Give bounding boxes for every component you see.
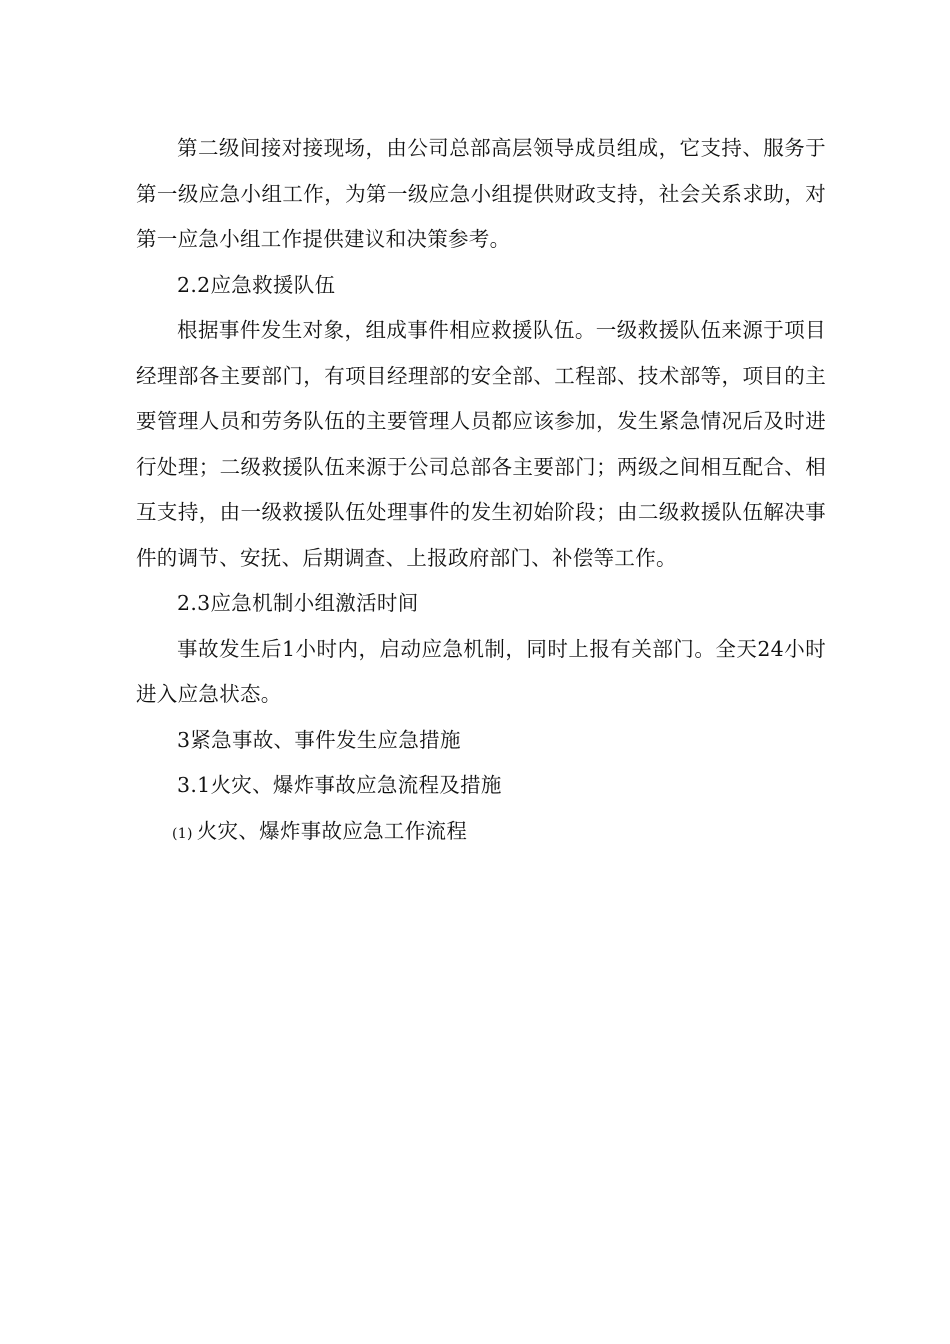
section-heading-3: 3紧急事故、事件发生应急措施 <box>177 727 461 752</box>
document-body <box>136 126 826 857</box>
section-heading-3-1: 3.1火灾、爆炸事故应急流程及措施 <box>177 773 502 797</box>
paragraph-level-two-team: 第二级间接对接现场，由公司总部高层领导成员组成，它支持、服务于第一级应急小组工作，为第一级应急小组提供财政支持，社会关系求助，对第一应急小组工作提供建议和决策参考。 <box>136 136 826 251</box>
list-item-text: 火灾、爆炸事故应急工作流程 <box>196 818 468 843</box>
list-item-number: (1) <box>172 825 193 842</box>
list-item-1 <box>136 809 826 858</box>
section-heading-2-2: 2.2应急救援队伍 <box>177 272 336 297</box>
paragraph-activation-time: 事故发生后1小时内，启动应急机制，同时上报有关部门。全天24小时进入应急状态。 <box>136 636 826 706</box>
section-heading-2-3: 2.3应急机制小组激活时间 <box>177 591 419 615</box>
paragraph-rescue-team: 根据事件发生对象，组成事件相应救援队伍。一级救援队伍来源于项目经理部各主要部门，有项目经理部的安全部、工程部、技术部等，项目的主要管理人员和劳务队伍的主要管理人员都应该参加，发生紧急情况后及时进行处理；二级救援队伍来源于公司总部各主要部门；两级之间相互配合、相互支持，由一级救援队伍处理事件的发生初始阶段；由二级救援队伍解决事件的调节、安抚、后期调查、上报政府部门、补偿等工作。 <box>136 318 826 570</box>
